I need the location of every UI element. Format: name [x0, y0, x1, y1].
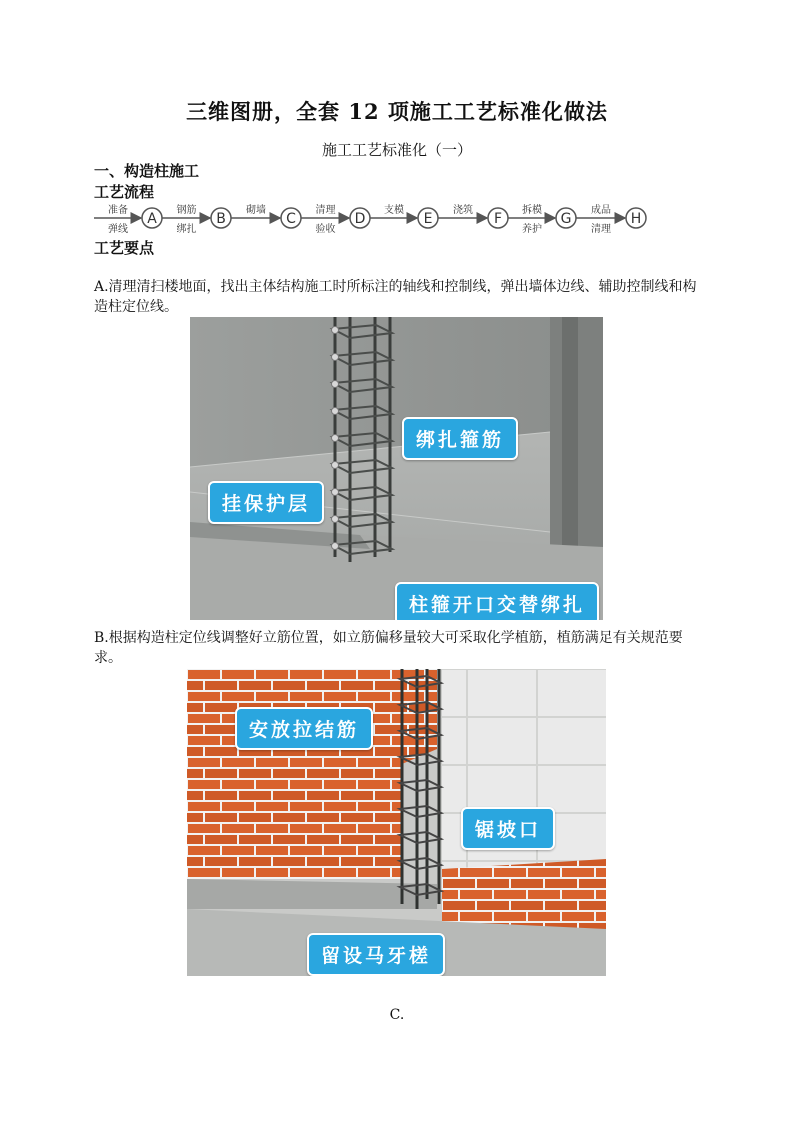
flow-step-label: 浇筑	[453, 205, 473, 216]
page-title: 三维图册，全套 12 项施工工艺标准化做法	[186, 99, 608, 124]
flow-step-label: 养护	[522, 224, 542, 235]
flow-node-label: E	[423, 211, 433, 227]
spacer	[332, 408, 339, 415]
flow-step-label: 支模	[384, 205, 404, 216]
flow-step-label: 验收	[315, 224, 336, 235]
spacer	[332, 462, 339, 469]
spacer	[332, 381, 339, 388]
flow-step-label: 绑扎	[176, 224, 197, 235]
flow-step-label: 准备	[108, 205, 128, 216]
flow-step-label: 成品	[591, 205, 611, 216]
point-b-text: B.根据构造柱定位线调整好立筋位置，如立筋偏移量较大可采取化学植筋，植筋满足有关规范要求。	[94, 630, 683, 666]
section-heading: 一、构造柱施工	[94, 162, 200, 180]
flow-step-label: 钢筋	[176, 205, 197, 216]
callout-alternate-stirrup-opening: 柱箍开口交替绑扎	[395, 582, 599, 620]
figure-rebar-column	[190, 317, 603, 620]
callout-saw-bevel: 锯坡口	[461, 807, 555, 850]
callout-tie-stirrups: 绑扎箍筋	[402, 417, 518, 460]
points-heading: 工艺要点	[94, 239, 155, 257]
flow-node-label: D	[354, 211, 366, 227]
flow-node-label: A	[147, 211, 157, 227]
flow-step-label: 砌墙	[246, 205, 266, 216]
callout-protective-layer: 挂保护层	[208, 481, 324, 524]
spacer	[332, 354, 339, 361]
process-flow-diagram	[94, 201, 654, 237]
point-c-text: C.	[389, 1007, 405, 1023]
callout-toothed-joint: 留设马牙槎	[307, 933, 445, 976]
callout-place-tie-bars: 安放拉结筋	[235, 707, 373, 750]
page-subtitle: 施工工艺标准化（一）	[321, 141, 472, 159]
spacer	[332, 543, 339, 550]
flow-step-label: 拆模	[522, 205, 542, 216]
spacer	[332, 327, 339, 334]
flow-node-label: G	[560, 211, 572, 227]
point-a-text: A.清理清扫楼地面，找出主体结构施工时所标注的轴线和控制线，弹出墙体边线、辅助控制线和构造柱定位线。	[94, 279, 697, 315]
flow-step-label: 清理	[315, 205, 336, 216]
flow-step-label: 清理	[591, 224, 611, 235]
figure-brick-wall	[187, 669, 606, 976]
spacer	[332, 435, 339, 442]
flow-node-label: C	[286, 211, 296, 227]
spacer	[332, 489, 339, 496]
flow-node-label: B	[216, 211, 226, 227]
flow-node-label: F	[493, 211, 503, 227]
spacer	[332, 516, 339, 523]
rebar-column-illustration	[190, 317, 603, 620]
process-heading: 工艺流程	[94, 183, 155, 201]
flow-step-label: 弹线	[108, 224, 128, 235]
flow-node-label: H	[630, 211, 642, 227]
